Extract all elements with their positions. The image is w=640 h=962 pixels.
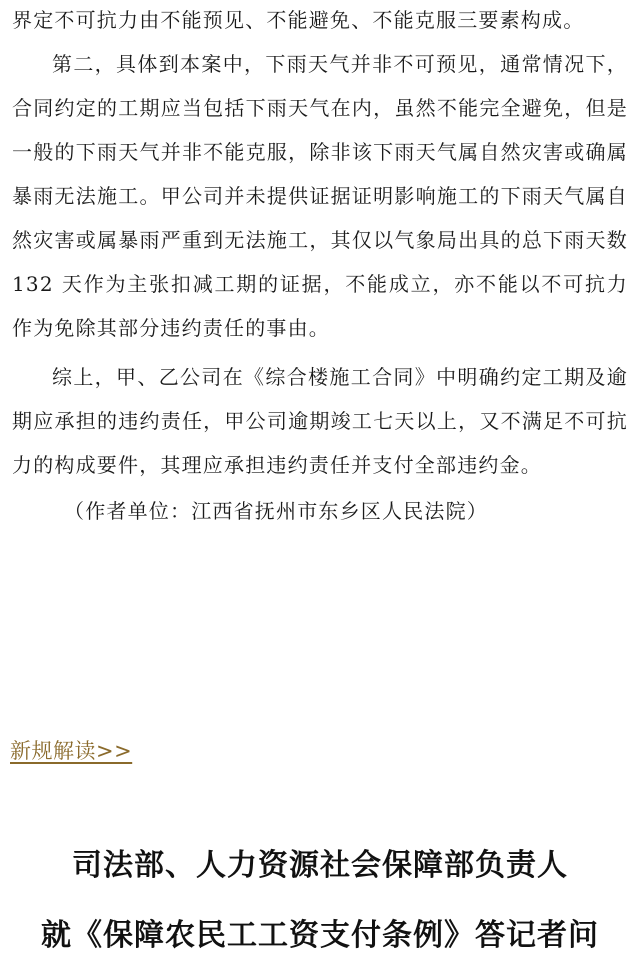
author-affiliation: （作者单位：江西省抚州市东乡区人民法院） <box>64 499 488 523</box>
paragraph-1: 界定不可抗力由不能预见、不能避免、不能克服三要素构成。 <box>12 8 585 32</box>
next-article-title-line-1: 司法部、人力资源社会保障部负责人 <box>72 848 568 883</box>
new-regulation-interpretation-link[interactable]: 新规解读>> <box>10 739 133 763</box>
next-article-title-line-2: 就《保障农民工工资支付条例》答记者问 <box>41 918 599 953</box>
article-body <box>12 0 628 533</box>
paragraph-2: 第二，具体到本案中，下雨天气并非不可预见，通常情况下，合同约定的工期应当包括下雨天气在内，虽然不能完全避免，但是一般的下雨天气并非不能克服，除非该下雨天气属自然灾害或确属暴雨无法施工。甲公司并未提供证据证明影响施工的下雨天气属自然灾害或属暴雨严重到无法施工，其仅以气象局出具的总下雨天数 132 天作为主张扣减工期的证据，不能成立，亦不能以不可抗力作为免除其部分违约责任的事由。 <box>12 52 628 340</box>
paragraph-3: 综上，甲、乙公司在《综合楼施工合同》中明确约定工期及逾期应承担的违约责任，甲公司逾期竣工七天以上，又不满足不可抗力的构成要件，其理应承担违约责任并支付全部违约金。 <box>12 365 628 477</box>
